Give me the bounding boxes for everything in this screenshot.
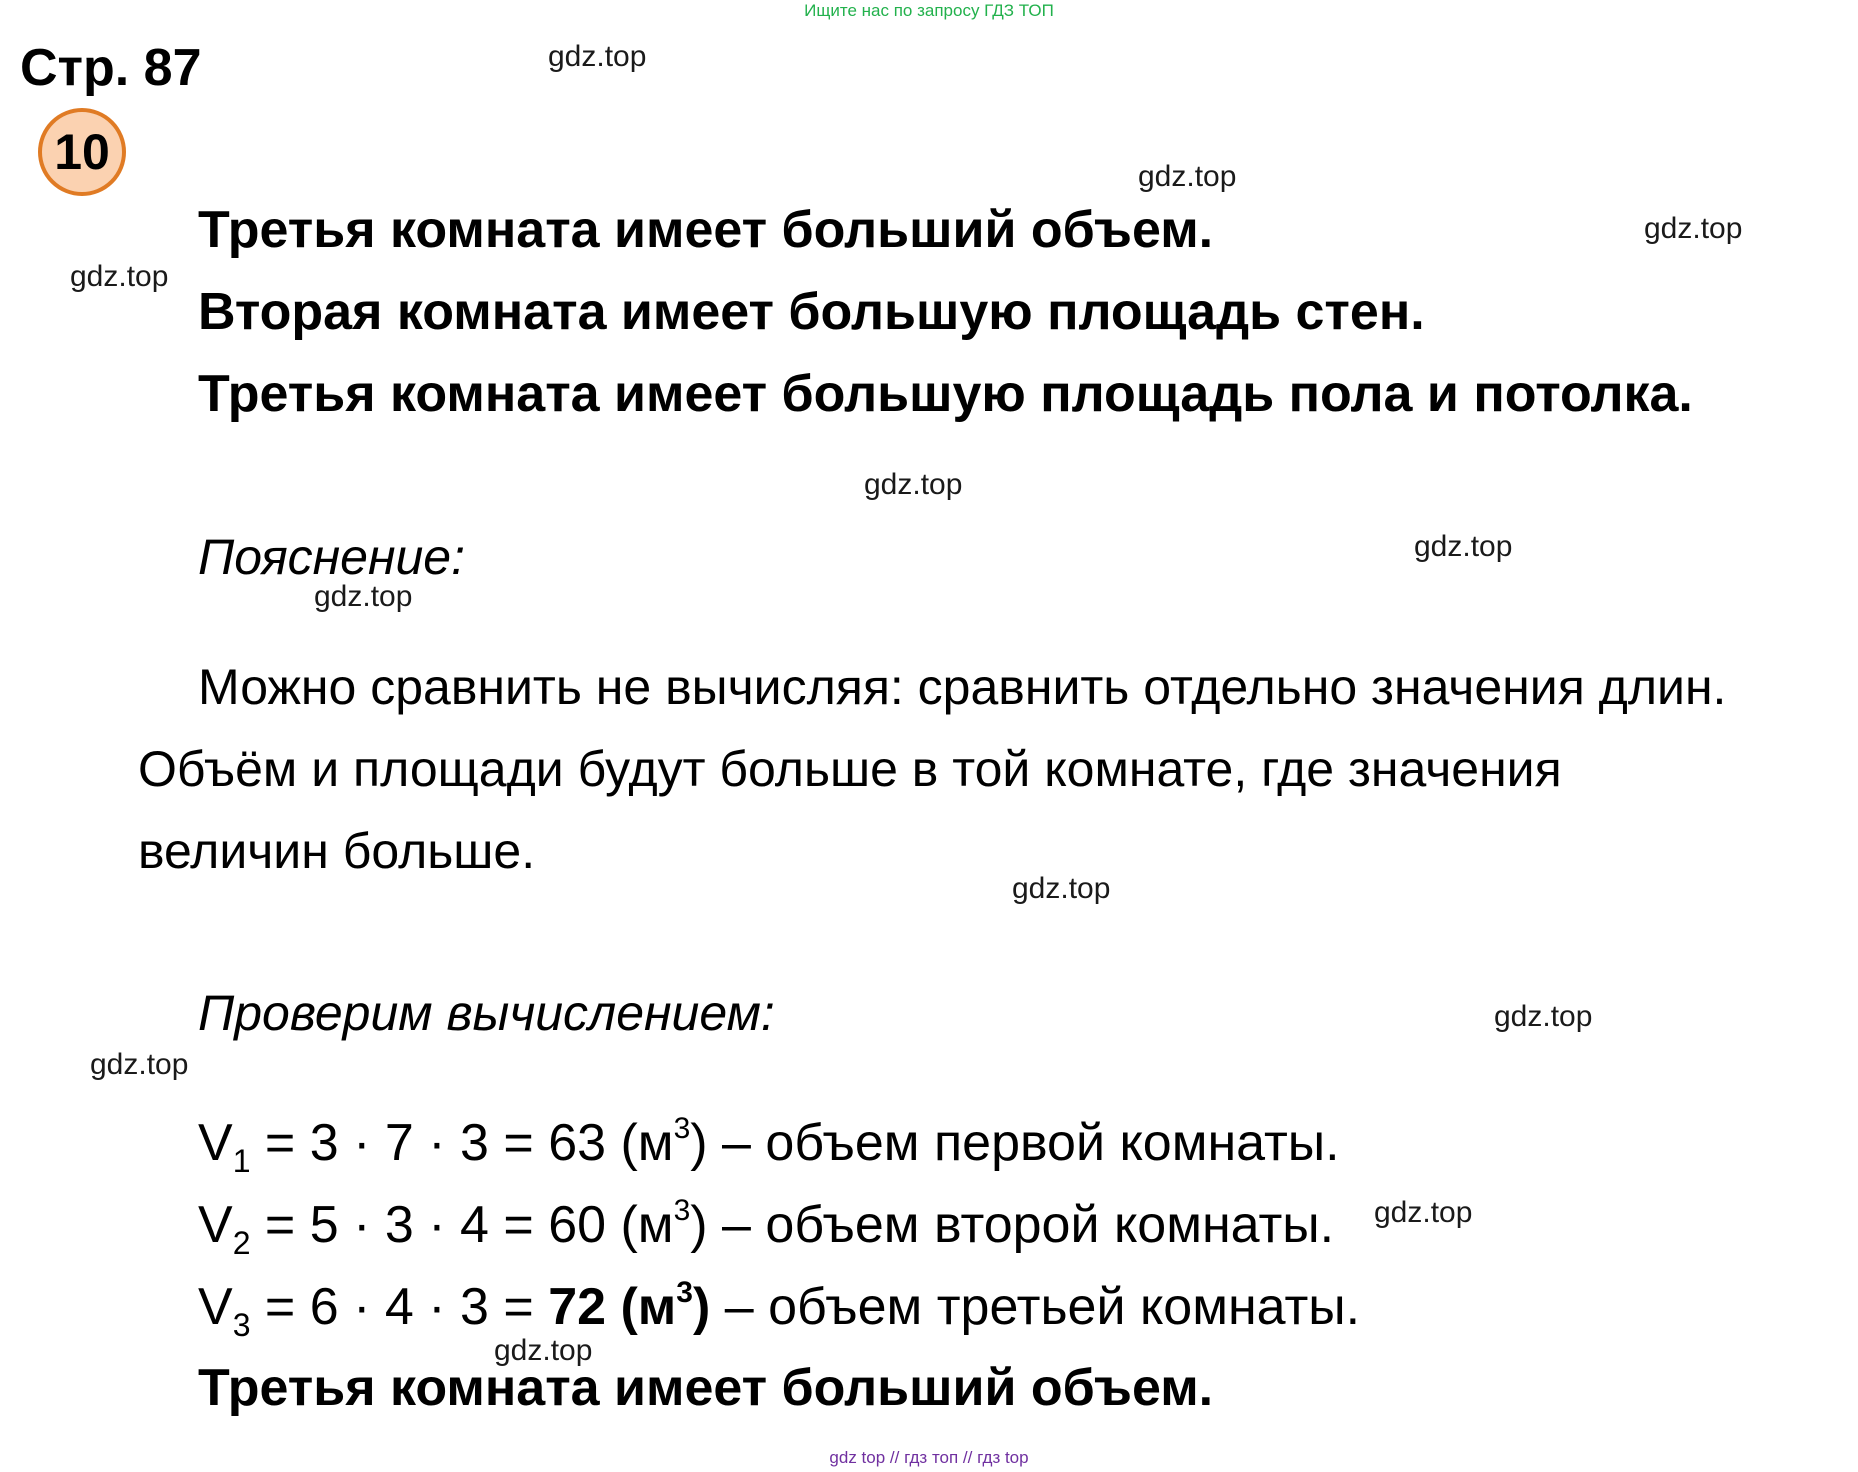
explanation-line-1: Можно сравнить не вычисляя: сравнить отдельно значения длин. (198, 659, 1727, 715)
watermark: gdz.top (1138, 160, 1237, 193)
explanation-line-2: Объём и площади будут больше в той комнате, где значения (138, 741, 1562, 797)
watermark: gdz.top (1374, 1196, 1473, 1229)
formula-volume-1: $V_1 = 3 \cdot 7 \cdot 3 = 63$ $(м^3)$ – объем первой комнаты. (198, 1112, 1340, 1179)
watermark: gdz.top (70, 260, 169, 293)
formula-volume-3: $V_3 = 6 \cdot 4 \cdot 3 = 72$ $(м^3)$ – объем третьей комнаты. (198, 1276, 1361, 1343)
answer-line-3: Третья комната имеет большую площадь пола и потолка. (198, 365, 1693, 423)
check-heading: Проверим вычислением: (198, 985, 775, 1041)
watermark: gdz.top (90, 1048, 189, 1081)
footer-links[interactable]: gdz top // гдз топ // гдз top (829, 1448, 1029, 1467)
check-conclusion: Третья комната имеет больший объем. (198, 1359, 1214, 1417)
top-banner[interactable]: Ищите нас по запросу ГДЗ ТОП (804, 1, 1054, 20)
explanation-line-3: величин больше. (138, 823, 536, 879)
formula-volume-2: $V_2 = 5 \cdot 3 \cdot 4 = 60$ $(м^3)$ – объем второй комнаты. (198, 1194, 1335, 1261)
watermark: gdz.top (548, 40, 647, 73)
task-number-badge (38, 108, 126, 196)
page-label: Стр. 87 (20, 39, 202, 97)
watermark: gdz.top (314, 580, 413, 613)
watermark: gdz.top (1012, 872, 1111, 905)
watermark: gdz.top (494, 1334, 593, 1367)
watermark: gdz.top (864, 468, 963, 501)
answer-line-1: Третья комната имеет больший объем. (198, 201, 1214, 259)
task-number: 10 (54, 124, 110, 180)
watermark: gdz.top (1644, 212, 1743, 245)
explanation-heading: Пояснение: (198, 529, 465, 585)
answer-line-2: Вторая комната имеет большую площадь стен. (198, 283, 1425, 341)
watermark: gdz.top (1414, 530, 1513, 563)
watermark: gdz.top (1494, 1000, 1593, 1033)
